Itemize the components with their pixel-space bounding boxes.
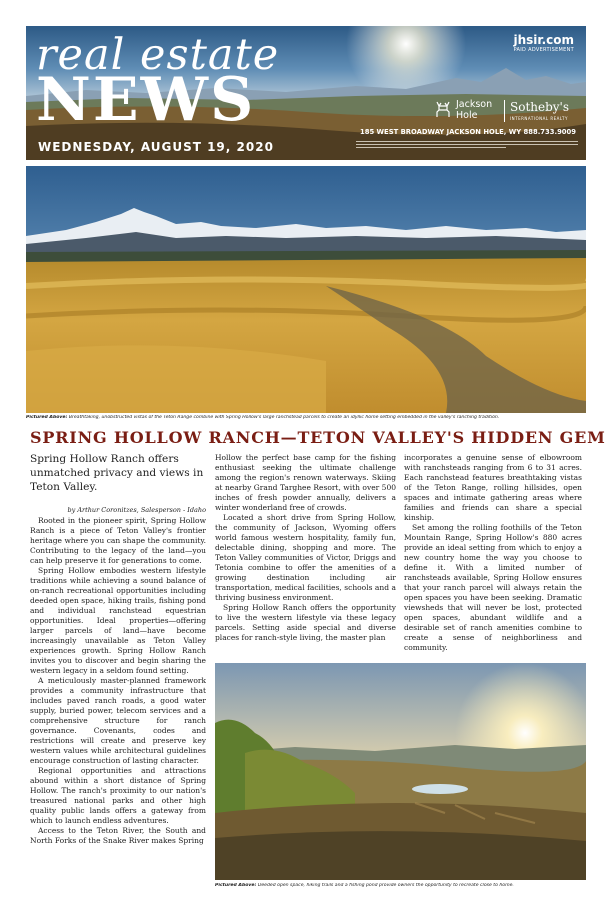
sunset-landscape-image <box>215 663 586 880</box>
article-headline: SPRING HOLLOW RANCH—TETON VALLEY'S HIDDEN GEM <box>30 428 606 447</box>
paid-advertisement-label: PAID ADVERTISEMENT <box>513 47 574 53</box>
hero-landscape-image <box>26 166 586 413</box>
paragraph: Regional opportunities and attractions abound within a short distance of Spring Hollow. The ranch's proximity to our nation's treasured national parks and other high quality public lands offers a gateway from which to launch endless adventures. <box>30 766 206 825</box>
hero-caption-text: Breathtaking, unobstructed vistas of the Teton Range combine with Spring Hollow's large ranchstead parcels to create an idyllic home setting embedded in the valley's ranching tradition. <box>67 415 500 420</box>
article-column-1 <box>30 516 206 899</box>
paragraph: Hollow the perfect base camp for the fishing enthusiast seeking the ultimate challenge among the region's renown waterways. Skiing at nearby Grand Targhee Resort, with over 500 inches of fresh powder annually, delivers a winter wonderland free of crowds. <box>215 453 396 512</box>
newspaper-page <box>26 26 606 906</box>
sunset-pond-photo <box>215 663 586 880</box>
website-link[interactable]: jhsir.com <box>513 33 574 47</box>
masthead <box>26 26 586 160</box>
article-deck: Spring Hollow Ranch offers unmatched privacy and views in Teton Valley. <box>30 453 204 493</box>
paragraph: Access to the Teton River, the South and North Forks of the Snake River makes Spring <box>30 826 206 845</box>
paragraph: Rooted in the pioneer spirit, Spring Hollow Ranch is a piece of Teton Valley's frontier heritage where you can shape the community. Contributing to the legacy of the land—you can help preserve it for generations to come. <box>30 516 206 565</box>
fine-print-lines <box>356 140 578 148</box>
paragraph: Spring Hollow Ranch offers the opportunity to live the western lifestyle via these legacy parcels. Setting aside special and diverse places for ranch-style living, the master plan <box>215 603 396 642</box>
office-address: 185 WEST BROADWAY JACKSON HOLE, WY 888.733.9009 <box>360 128 576 136</box>
paragraph: A meticulously master-planned framework provides a community infrastructure that includes paved ranch roads, a good water supply, buried power, telecom services and a comprehensive structure for ranch governance. Covenants, codes and restrictions will create and preserve key western values while architectural guidelines encourage construction of lasting character. <box>30 676 206 765</box>
sunset-photo-caption <box>215 883 586 888</box>
sunset-caption-label: Pictured Above: <box>215 883 257 888</box>
article-byline: by Arthur Coronitzes, Salesperson - Idaho <box>67 506 206 514</box>
hero-caption <box>26 415 586 420</box>
logo-divider <box>504 100 505 122</box>
masthead-title-real-estate: real estate <box>36 30 280 80</box>
paragraph: incorporates a genuine sense of elbowroom with ranchsteads ranging from 6 to 31 acres. Each ranchstead features breathtaking vistas of the Teton Range, rolling hillsides, open spaces and intimate gathering areas where families and friends can share a special kinship. <box>404 453 582 522</box>
masthead-title-news: NEWS <box>36 65 256 135</box>
paragraph: Located a short drive from Spring Hollow, the community of Jackson, Wyoming offers world famous western hospitality, family fun, delectable dining, shopping and more. The Teton Valley communities of Victor, Driggs and Tetonia combine to offer the amenities of a growing destination including air transportation, medical facilities, schools and a thriving business environment. <box>215 513 396 602</box>
brokerage-logo <box>434 99 579 125</box>
brand-right-label: Sotheby's <box>510 100 570 114</box>
sunset-caption-text: Deeded open space, hiking trails and a fishing pond provide owners the opportunity to recreate close to home. <box>256 883 514 888</box>
elk-icon <box>434 100 452 118</box>
issue-date: WEDNESDAY, AUGUST 19, 2020 <box>38 140 274 154</box>
paragraph: Spring Hollow embodies western lifestyle traditions while achieving a sound balance of on-ranch recreational opportunities including deeded open space, hiking trails, fishing pond and individual ranchstead equestrian opportunities. Ideal properties—offering larger parcels of land—have become increasingly unavailable as Teton Valley experiences growth. Spring Hollow Ranch invites you to discover and begin sharing the western legacy in a seldom found setting. <box>30 566 206 675</box>
masthead-fine-print <box>356 140 578 149</box>
article-column-3 <box>404 453 582 671</box>
paragraph: Set among the rolling foothills of the Teton Mountain Range, Spring Hollow's 880 acres provide an ideal setting from which to enjoy a new country home the way you choose to define it. With a limited number of ranchsteads available, Spring Hollow ensures that your ranch parcel will always retain the open spaces you have been seeking. Dramatic viewsheds that will never be lost, protected open spaces, abundant wildlife and a desirable set of ranch amenities combine to create a sense of neighborliness and community. <box>404 523 582 652</box>
brand-subtitle: INTERNATIONAL REALTY <box>510 116 568 121</box>
hero-photo-teton-range <box>26 166 586 413</box>
article-column-2 <box>215 453 396 671</box>
hero-caption-label: Pictured Above: <box>26 415 68 420</box>
brand-left-label: Jackson Hole <box>456 99 493 121</box>
